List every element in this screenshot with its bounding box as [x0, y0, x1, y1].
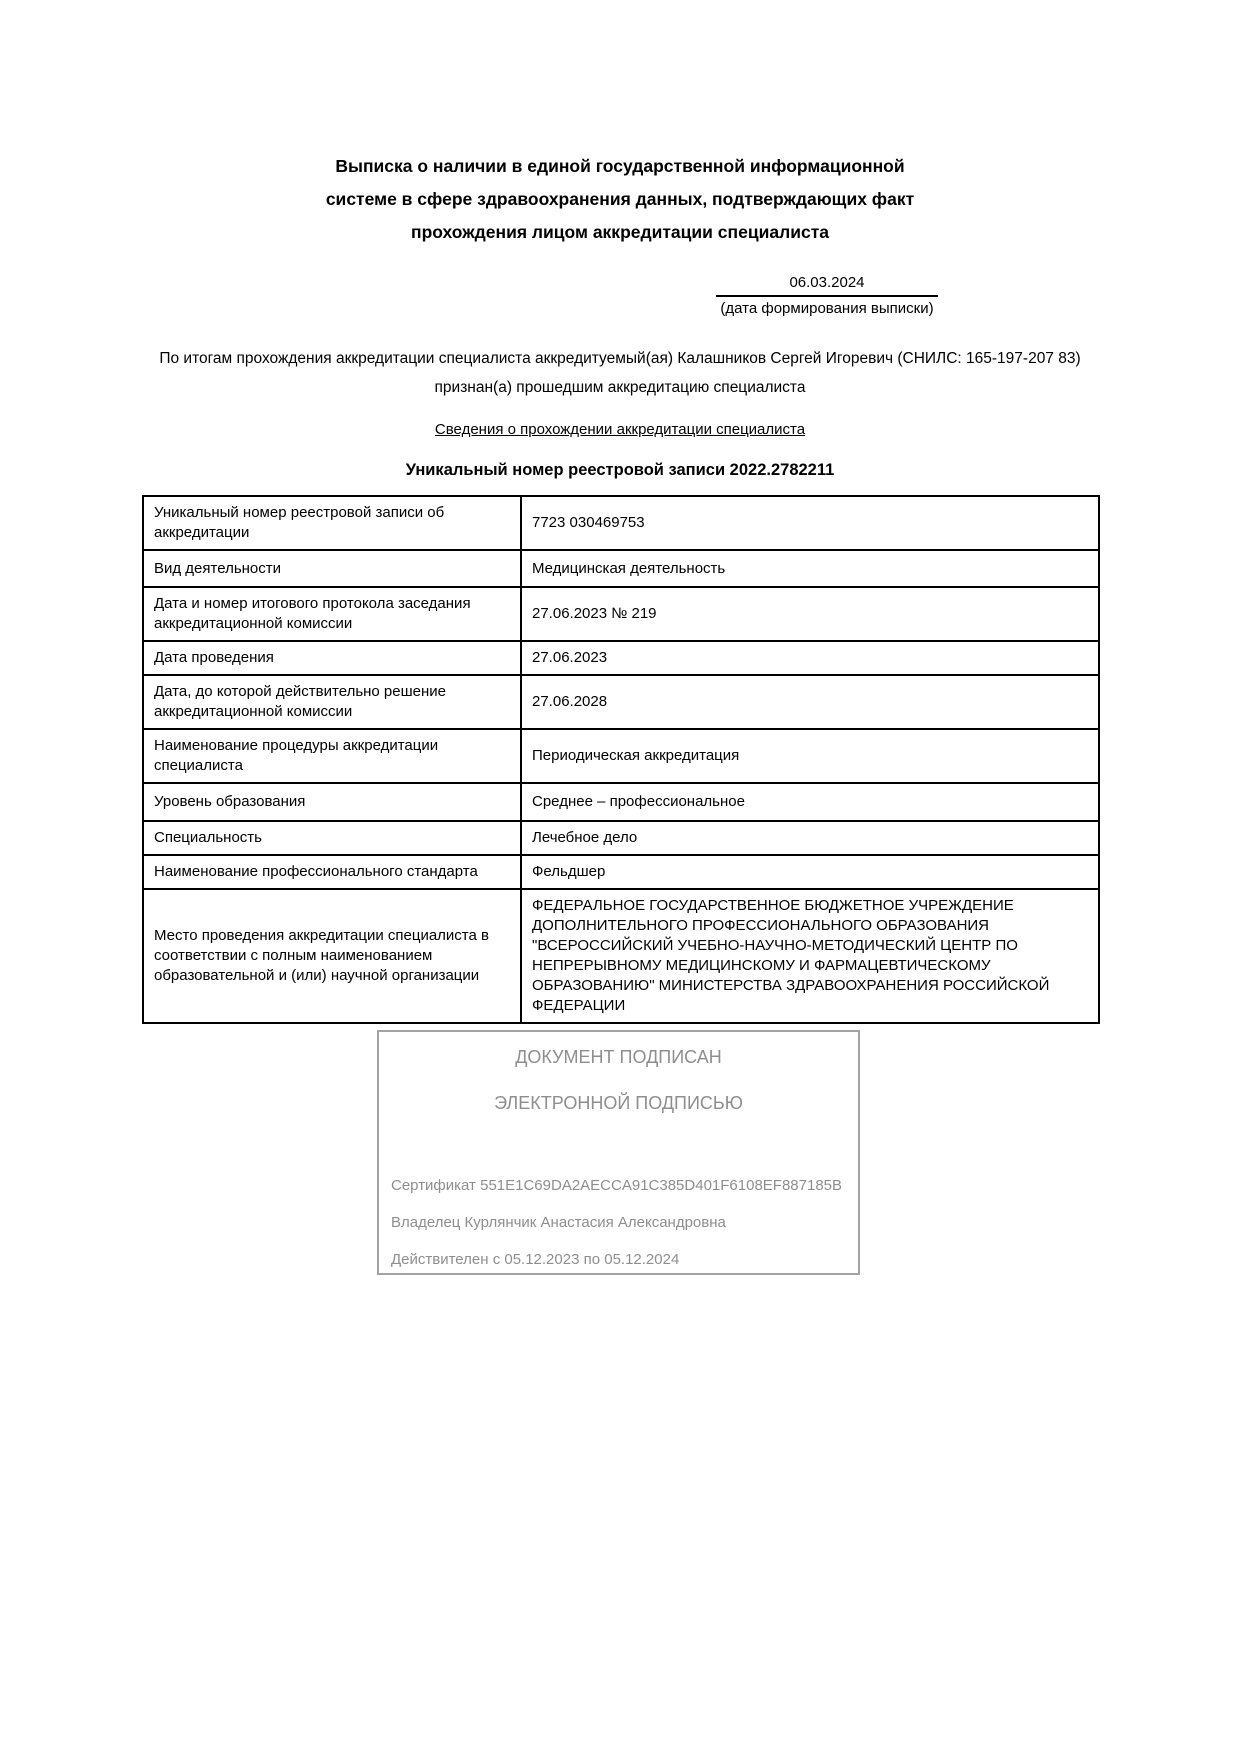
row-value: Лечебное дело: [521, 821, 1099, 855]
registry-number-heading: Уникальный номер реестровой записи 2022.2782211: [405, 461, 835, 479]
signature-stamp: [377, 1030, 860, 1275]
table-row: [143, 889, 1099, 1023]
row-value: 27.06.2028: [521, 675, 1099, 729]
table-row: [143, 675, 1099, 729]
formation-date-caption: (дата формирования выписки): [720, 300, 934, 317]
table-row: [143, 783, 1099, 821]
row-label: Уникальный номер реестровой записи об аккредитации: [143, 496, 521, 550]
section-heading: Сведения о прохождении аккредитации специалиста: [434, 421, 806, 438]
row-label: Наименование процедуры аккредитации специалиста: [143, 729, 521, 783]
row-value: 27.06.2023 № 219: [521, 587, 1099, 641]
row-value: Периодическая аккредитация: [521, 729, 1099, 783]
row-value: Медицинская деятельность: [521, 550, 1099, 587]
row-value: 27.06.2023: [521, 641, 1099, 675]
table-row: [143, 496, 1099, 550]
signature-validity: Действителен с 05.12.2023 по 05.12.2024: [391, 1251, 680, 1268]
row-label: Место проведения аккредитации специалиста в соответствии с полным наименованием образовательной и (или) научной организации: [143, 889, 521, 1023]
signature-header-line2: ЭЛЕКТРОННОЙ ПОДПИСЬЮ: [494, 1093, 743, 1113]
table-row: [143, 587, 1099, 641]
table-row: [143, 855, 1099, 889]
document-title-line: Выписка о наличии в единой государственной информационной: [335, 156, 905, 176]
row-label: Специальность: [143, 821, 521, 855]
intro-paragraph-line: По итогам прохождения аккредитации специалиста аккредитуемый(ая) Калашников Сергей Игоревич (СНИЛС: 165-197-207 83): [159, 350, 1081, 367]
row-label: Вид деятельности: [143, 550, 521, 587]
row-label: Уровень образования: [143, 783, 521, 821]
row-value: Фельдшер: [521, 855, 1099, 889]
table-row: [143, 821, 1099, 855]
row-label: Дата, до которой действительно решение аккредитационной комиссии: [143, 675, 521, 729]
table-row: [143, 641, 1099, 675]
document-title: [0, 150, 1240, 249]
row-value: Среднее – профессиональное: [521, 783, 1099, 821]
signature-owner: Владелец Курлянчик Анастасия Александровна: [391, 1214, 726, 1231]
signature-certificate: Сертификат 551E1C69DA2AECCA91C385D401F6108EF887185B: [391, 1177, 843, 1194]
document-title-line: прохождения лицом аккредитации специалиста: [411, 222, 829, 242]
signature-header-line1: ДОКУМЕНТ ПОДПИСАН: [515, 1047, 722, 1067]
row-value: 7723 030469753: [521, 496, 1099, 550]
row-label: Наименование профессионального стандарта: [143, 855, 521, 889]
table-row: [143, 729, 1099, 783]
row-value: ФЕДЕРАЛЬНОЕ ГОСУДАРСТВЕННОЕ БЮДЖЕТНОЕ УЧРЕЖДЕНИЕ ДОПОЛНИТЕЛЬНОГО ПРОФЕССИОНАЛЬНОГО ОБРАЗОВАНИЯ "ВСЕРОССИЙСКИЙ УЧЕБНО-НАУЧНО-МЕТОДИЧЕСКИЙ ЦЕНТР ПО НЕПРЕРЫВНОМУ МЕДИЦИНСКОМУ И ФАРМАЦЕВТИЧЕСКОМУ ОБРАЗОВАНИЮ" МИНИСТЕРСТВА ЗДРАВООХРАНЕНИЯ РОССИЙСКОЙ ФЕДЕРАЦИИ: [521, 889, 1099, 1023]
table-row: [143, 550, 1099, 587]
formation-date: 06.03.2024: [716, 272, 938, 297]
document-title-line: системе в сфере здравоохранения данных, подтверждающих факт: [325, 189, 915, 209]
row-label: Дата и номер итогового протокола заседания аккредитационной комиссии: [143, 587, 521, 641]
intro-paragraph-line: признан(а) прошедшим аккредитацию специалиста: [434, 379, 806, 396]
formation-date-block: [716, 272, 938, 319]
row-label: Дата проведения: [143, 641, 521, 675]
accreditation-table: [142, 495, 1100, 1024]
intro-paragraph: [0, 344, 1240, 402]
